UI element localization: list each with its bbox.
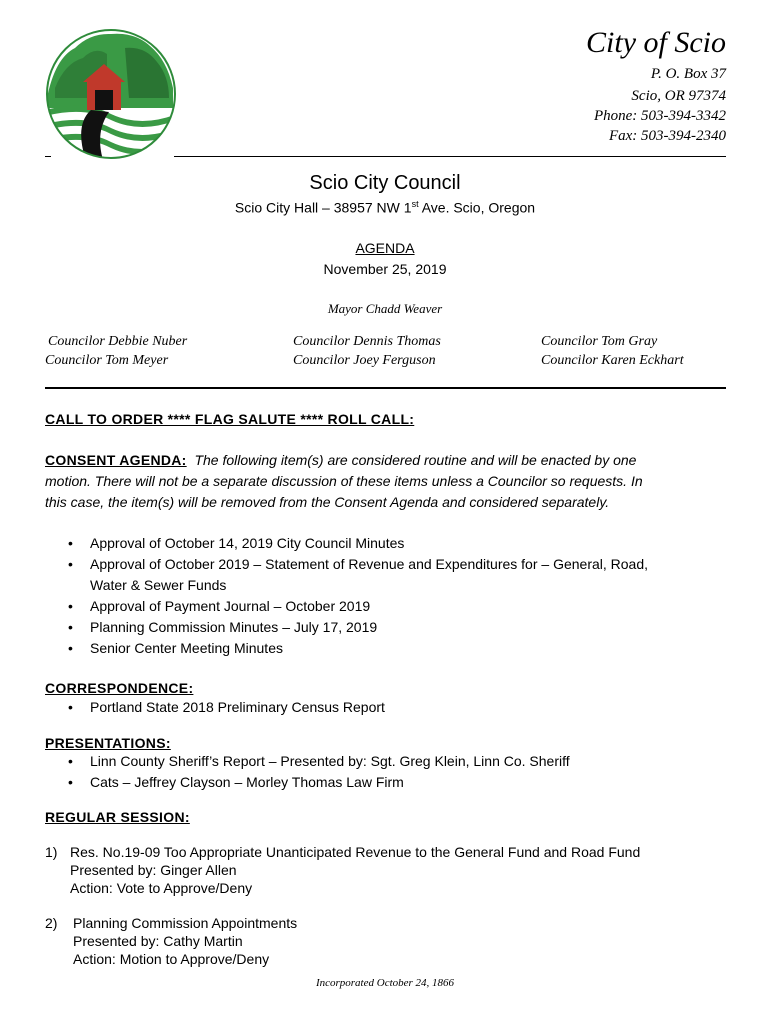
councilor-column-3 bbox=[541, 332, 684, 370]
letterhead-rule bbox=[174, 156, 726, 157]
consent-agenda-heading: CONSENT AGENDA: bbox=[45, 452, 187, 468]
councilor-column-1b bbox=[45, 351, 168, 370]
consent-agenda-list bbox=[45, 533, 735, 659]
councilor: Councilor Karen Eckhart bbox=[541, 353, 684, 368]
consent-agenda-intro: CONSENT AGENDA: The following item(s) are considered routine and will be enacted by one motion. There will not be a separate discussion of these items unless a Councilor so requests. In this case, the item(s) will be removed from the Consent Agenda and considered separately. bbox=[45, 452, 643, 510]
councilor: Councilor Tom Meyer bbox=[45, 353, 169, 368]
presentations-list bbox=[45, 751, 735, 793]
list-item: • Cats – Jeffrey Clayson – Morley Thomas Law Firm bbox=[45, 772, 735, 793]
councilor: Councilor Tom Gray bbox=[541, 334, 658, 349]
list-item: • Approval of October 14, 2019 City Council Minutes bbox=[45, 533, 735, 554]
councilor: Councilor Joey Ferguson bbox=[293, 353, 436, 368]
list-item: • Linn County Sheriff’s Report – Presented by: Sgt. Greg Klein, Linn Co. Sheriff bbox=[45, 751, 735, 772]
meeting-title: Scio City Council bbox=[309, 172, 461, 194]
correspondence-list bbox=[45, 697, 735, 718]
fax: Fax: 503-394-2340 bbox=[608, 128, 726, 144]
list-item: • Planning Commission Minutes – July 17, 2019 bbox=[45, 617, 735, 638]
councilor-column-2 bbox=[293, 332, 441, 370]
regular-session-item-2: 2) Planning Commission Appointments Presented by: Cathy Martin Action: Motion to Approve/Deny bbox=[45, 915, 298, 967]
councilor-column-1 bbox=[48, 332, 187, 351]
city-state-zip: Scio, OR 97374 bbox=[631, 88, 726, 104]
meeting-date: November 25, 2019 bbox=[323, 261, 447, 277]
call-to-order-heading: CALL TO ORDER **** FLAG SALUTE **** ROLL CALL: bbox=[45, 411, 415, 427]
meeting-location: Scio City Hall – 38957 NW 1st Ave. Scio, Oregon bbox=[234, 199, 536, 216]
letterhead-rule-stub bbox=[45, 156, 51, 157]
correspondence-heading: CORRESPONDENCE: bbox=[45, 680, 194, 696]
councilor: Councilor Dennis Thomas bbox=[293, 334, 441, 349]
city-logo bbox=[45, 28, 177, 160]
list-item: • Approval of October 2019 – Statement of Revenue and Expenditures for – General, Road, Water & Sewer Funds bbox=[45, 554, 735, 596]
phone: Phone: 503-394-3342 bbox=[593, 108, 726, 124]
councilor: Councilor Debbie Nuber bbox=[48, 334, 188, 349]
incorporated-footer: Incorporated October 24, 1866 bbox=[315, 977, 455, 989]
presentations-heading: PRESENTATIONS: bbox=[45, 735, 171, 751]
po-box: P. O. Box 37 bbox=[650, 66, 726, 82]
mayor: Mayor Chadd Weaver bbox=[327, 301, 443, 316]
agenda-label: AGENDA bbox=[355, 240, 415, 256]
regular-session-heading: REGULAR SESSION: bbox=[45, 809, 190, 825]
list-item: • Portland State 2018 Preliminary Census Report bbox=[45, 697, 735, 718]
header-divider bbox=[45, 387, 726, 389]
regular-session-item-1: 1) Res. No.19-09 Too Appropriate Unanticipated Revenue to the General Fund and Road Fund Presented by: Ginger Allen Action: Vote to Approve/Deny bbox=[45, 844, 641, 896]
list-item: • Approval of Payment Journal – October 2019 bbox=[45, 596, 735, 617]
list-item: • Senior Center Meeting Minutes bbox=[45, 638, 735, 659]
city-name: City of Scio bbox=[586, 26, 726, 59]
